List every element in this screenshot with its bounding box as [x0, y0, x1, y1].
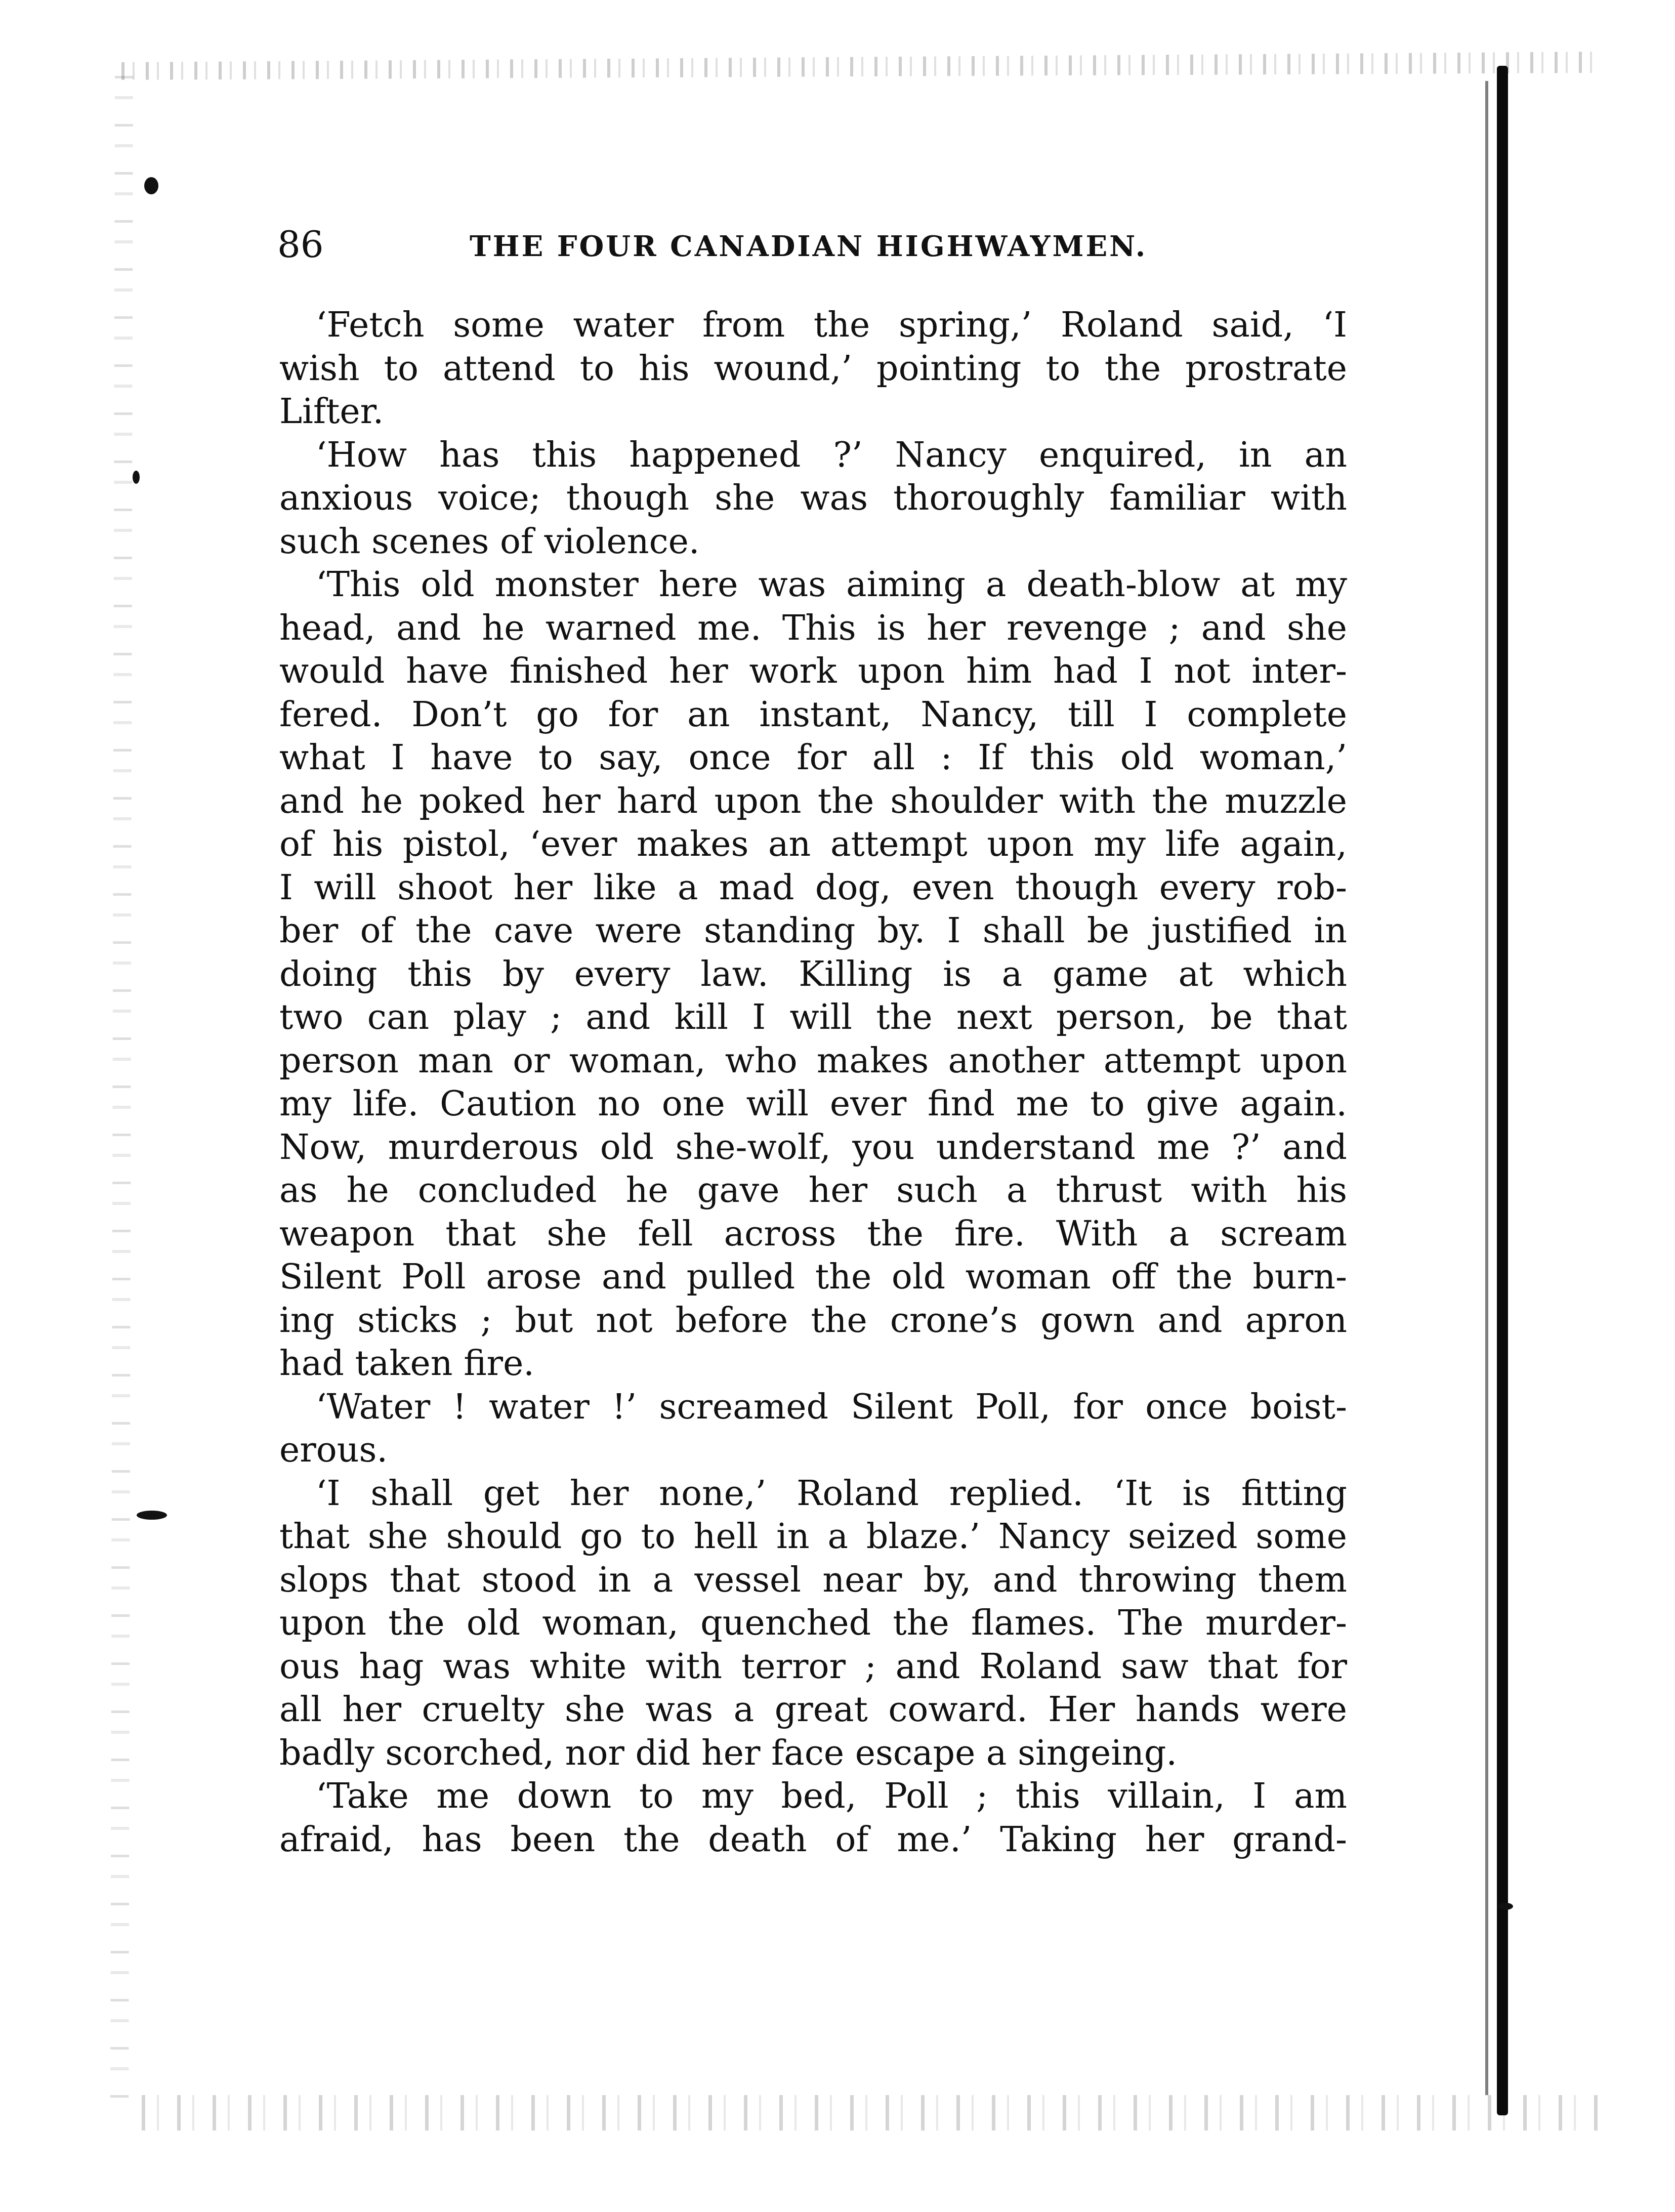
text-line: all her cruelty she was a great coward. Her hands were: [279, 1690, 1347, 1730]
text-line: afraid, has been the death of me.’ Taking her grand-: [279, 1819, 1347, 1860]
scan-edge-left: [101, 76, 147, 2115]
text-line: weapon that she fell across the fire. With a scream: [279, 1214, 1347, 1254]
text-line: that she should go to hell in a blaze.’ Nancy seized some: [279, 1517, 1347, 1557]
ink-speck: [133, 471, 140, 484]
text-line: ‘Take me down to my bed, Poll ; this villain, I am: [316, 1776, 1347, 1816]
text-line: two can play ; and kill I will the next person, be that: [279, 997, 1347, 1037]
text-line: my life. Caution no one will ever find me to give again.: [279, 1084, 1347, 1124]
text-line: head, and he warned me. This is her revenge ; and she: [279, 608, 1347, 648]
text-line: as he concluded he gave her such a thrust with his: [279, 1171, 1347, 1211]
page-header: [277, 218, 1350, 273]
text-line: anxious voice; though she was thoroughly familiar with: [279, 478, 1347, 518]
text-line: ‘I shall get her none,’ Roland replied. ‘It is fitting: [316, 1473, 1347, 1514]
text-line: I will shoot her like a mad dog, even though every rob-: [279, 867, 1347, 908]
scan-edge-bottom: [142, 2095, 1609, 2131]
text-line: and he poked her hard upon the shoulder with the muzzle: [279, 781, 1347, 821]
text-line: erous.: [279, 1430, 388, 1470]
text-line: ‘Fetch some water from the spring,’ Roland said, ‘I: [316, 305, 1347, 345]
text-line: doing this by every law. Killing is a game at which: [279, 954, 1347, 994]
body-text: [279, 304, 1347, 1861]
page-number: 86: [277, 223, 324, 266]
text-line: Now, murderous old she-wolf, you understand me ?’ and: [279, 1127, 1347, 1167]
text-line: ing sticks ; but not before the crone’s gown and apron: [279, 1300, 1347, 1341]
text-line: Silent Poll arose and pulled the old woman off the burn-: [279, 1257, 1347, 1297]
running-title: THE FOUR CANADIAN HIGHWAYMEN.: [470, 230, 1148, 263]
text-line: badly scorched, nor did her face escape a singeing.: [279, 1733, 1177, 1773]
text-line: ‘How has this happened ?’ Nancy enquired, in an: [316, 435, 1347, 475]
text-line: had taken fire.: [279, 1344, 534, 1384]
text-line: of his pistol, ‘ever makes an attempt upon my life again,: [279, 824, 1347, 864]
text-line: person man or woman, who makes another attempt upon: [279, 1040, 1347, 1081]
binding-shadow: [1485, 81, 1488, 2095]
scan-edge-top: [121, 48, 1599, 84]
text-line: ‘Water ! water !’ screamed Silent Poll, for once boist-: [316, 1387, 1347, 1427]
text-line: Lifter.: [279, 392, 384, 432]
text-line: fered. Don’t go for an instant, Nancy, till I complete: [279, 694, 1347, 735]
text-line: what I have to say, once for all : If this old woman,’: [279, 738, 1347, 778]
text-line: ous hag was white with terror ; and Roland saw that for: [279, 1646, 1347, 1687]
text-line: such scenes of violence.: [279, 521, 700, 562]
text-line: ber of the cave were standing by. I shall be justified in: [279, 911, 1347, 951]
text-line: slops that stood in a vessel near by, and throwing them: [279, 1560, 1347, 1600]
ink-speck: [1498, 1903, 1513, 1910]
ink-speck: [137, 1511, 167, 1520]
text-line: ‘This old monster here was aiming a death-blow at my: [316, 565, 1347, 605]
text-line: upon the old woman, quenched the flames. The murder-: [279, 1603, 1347, 1643]
binding-edge: [1497, 66, 1508, 2115]
text-line: would have finished her work upon him had I not inter-: [279, 651, 1347, 691]
ink-speck: [144, 177, 158, 194]
text-line: wish to attend to his wound,’ pointing to the prostrate: [279, 348, 1347, 389]
